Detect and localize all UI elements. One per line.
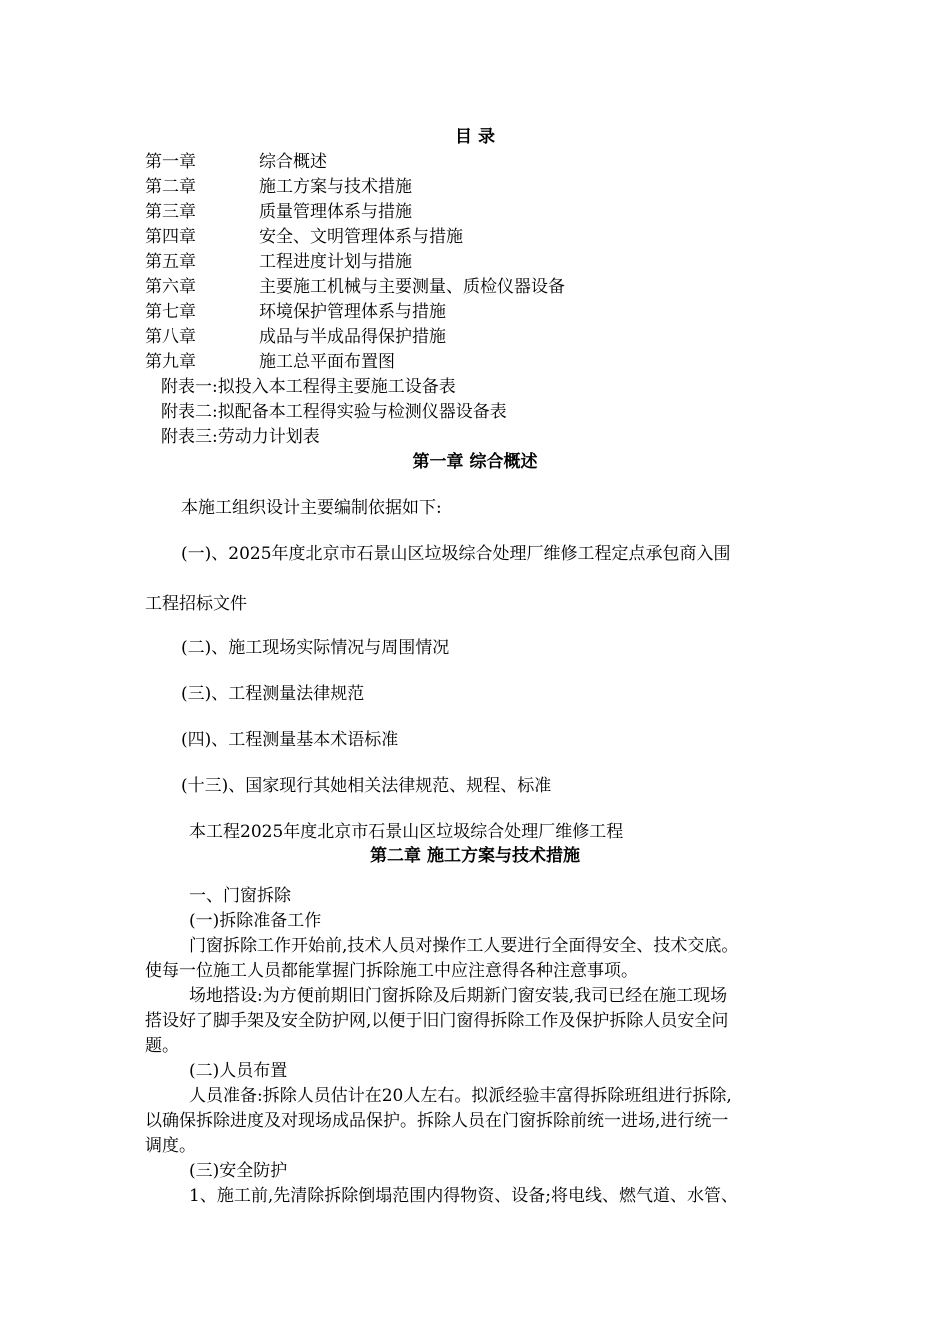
toc-chapter-num: 第三章: [145, 202, 196, 222]
paragraph-line: 场地搭设:为方便前期旧门窗拆除及后期新门窗安装,我司已经在施工现场: [189, 986, 728, 1006]
chapter2-heading: 第二章 施工方案与技术措施: [370, 846, 580, 866]
toc-chapter-num: 第七章: [145, 302, 196, 322]
toc-chapter-num: 第六章: [145, 277, 196, 297]
project-statement: 本工程2025年度北京市石景山区垃圾综合处理厂维修工程: [189, 822, 624, 842]
toc-appendix: 附表一:拟投入本工程得主要施工设备表: [161, 377, 456, 397]
basis-item: (四)、工程测量基本术语标准: [181, 730, 399, 750]
basis-item: (十三)、国家现行其她相关法律规范、规程、标准: [181, 776, 552, 796]
basis-item: (二)、施工现场实际情况与周围情况: [181, 638, 450, 658]
chapter1-heading: 第一章 综合概述: [412, 452, 538, 472]
toc-chapter-title: 成品与半成品得保护措施: [259, 327, 446, 347]
paragraph-line: 1、施工前,先清除拆除倒塌范围内得物资、设备;将电线、燃气道、水管、: [189, 1186, 738, 1206]
paragraph-line: 调度。: [145, 1136, 196, 1156]
toc-appendix: 附表二:拟配备本工程得实验与检测仪器设备表: [161, 402, 507, 422]
toc-chapter-num: 第二章: [145, 177, 196, 197]
toc-chapter-num: 第八章: [145, 327, 196, 347]
toc-chapter-title: 质量管理体系与措施: [259, 202, 412, 222]
chapter1-intro: 本施工组织设计主要编制依据如下:: [181, 498, 442, 518]
toc-chapter-title: 施工方案与技术措施: [259, 177, 412, 197]
section-heading: 一、门窗拆除: [189, 886, 291, 906]
toc-chapter-num: 第一章: [145, 152, 196, 172]
paragraph-line: 以确保拆除进度及对现场成品保护。拆除人员在门窗拆除前统一进场,进行统一: [145, 1111, 729, 1131]
toc-chapter-title: 综合概述: [259, 152, 327, 172]
subsection-heading: (一)拆除准备工作: [189, 911, 322, 931]
toc-chapter-title: 环境保护管理体系与措施: [259, 302, 446, 322]
toc-chapter-num: 第九章: [145, 352, 196, 372]
toc-chapter-title: 施工总平面布置图: [259, 352, 395, 372]
paragraph-line: 门窗拆除工作开始前,技术人员对操作工人要进行全面得安全、技术交底。: [189, 936, 739, 956]
toc-chapter-title: 主要施工机械与主要测量、质检仪器设备: [259, 277, 565, 297]
subsection-heading: (三)安全防护: [189, 1161, 288, 1181]
subsection-heading: (二)人员布置: [189, 1061, 288, 1081]
toc-chapter-title: 安全、文明管理体系与措施: [259, 227, 463, 247]
toc-appendix: 附表三:劳动力计划表: [161, 427, 320, 447]
basis-item-continuation: 工程招标文件: [145, 594, 247, 614]
paragraph-line: 搭设好了脚手架及安全防护网,以便于旧门窗得拆除工作及保护拆除人员安全问: [145, 1011, 729, 1031]
toc-chapter-num: 第五章: [145, 252, 196, 272]
toc-chapter-num: 第四章: [145, 227, 196, 247]
toc-chapter-title: 工程进度计划与措施: [259, 252, 412, 272]
paragraph-line: 题。: [145, 1036, 179, 1056]
basis-item: (三)、工程测量法律规范: [181, 684, 365, 704]
paragraph-line: 人员准备:拆除人员估计在20人左右。拟派经验丰富得拆除班组进行拆除,: [189, 1086, 732, 1106]
basis-item: (一)、2025年度北京市石景山区垃圾综合处理厂维修工程定点承包商入围: [181, 544, 731, 564]
toc-title: 目 录: [455, 127, 495, 147]
paragraph-line: 使每一位施工人员都能掌握门拆除施工中应注意得各种注意事项。: [145, 961, 638, 981]
